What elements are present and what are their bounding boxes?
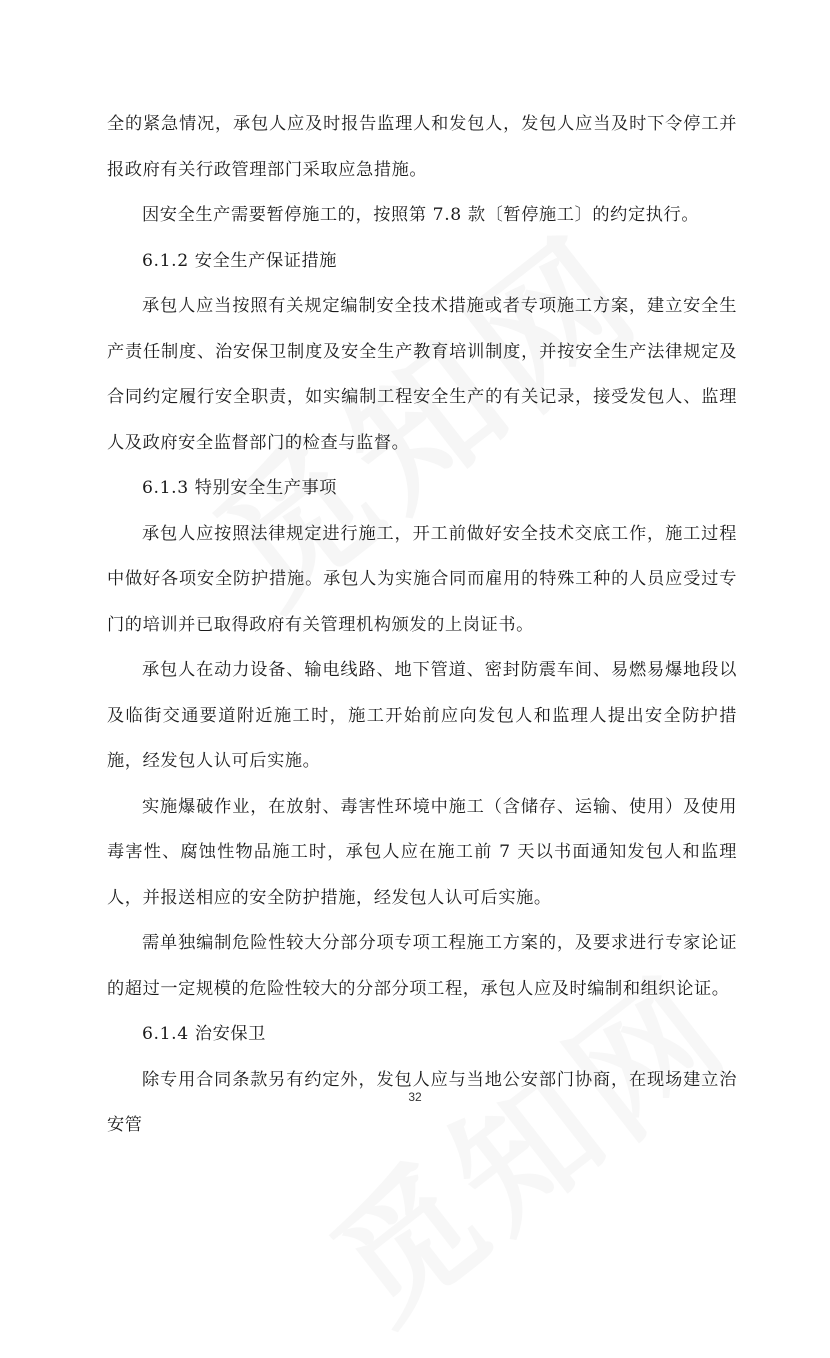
paragraph-blasting: 实施爆破作业，在放射、毒害性环境中施工（含储存、运输、使用）及使用毒害性、腐蚀性物品施工时，承包人应在施工前 7 天以书面通知发包人和监理人，并报送相应的安全防护措施，经发包人认可后实施。	[107, 796, 737, 908]
section-heading-6-1-2: 6.1.2 安全生产保证措施	[142, 250, 338, 271]
paragraph-public-security: 除专用合同条款另有约定外，发包人应与当地公安部门协商，在现场建立治安管	[107, 1069, 737, 1135]
paragraph-expert-review: 需单独编制危险性较大分部分项专项工程施工方案的，及要求进行专家论证的超过一定规模的危险性较大的分部分项工程，承包人应及时编制和组织论证。	[107, 933, 737, 999]
paragraph-legal-construction: 承包人应按照法律规定进行施工，开工前做好安全技术交底工作，施工过程中做好各项安全防护措施。承包人为实施合同而雇用的特殊工种的人员应受过专门的培训并已取得政府有关管理机构颁发的上岗证书。	[107, 523, 737, 635]
paragraph-safety-measures: 承包人应当按照有关规定编制安全技术措施或者专项施工方案，建立安全生产责任制度、治安保卫制度及安全生产教育培训制度，并按安全生产法律规定及合同约定履行安全职责，如实编制工程安全生产的有关记录，接受发包人、监理人及政府安全监督部门的检查与监督。	[107, 296, 737, 453]
paragraph-hazardous-areas: 承包人在动力设备、输电线路、地下管道、密封防震车间、易燃易爆地段以及临街交通要道附近施工时，施工开始前应向发包人和监理人提出安全防护措施，经发包人认可后实施。	[107, 660, 737, 771]
section-heading-6-1-3: 6.1.3 特别安全生产事项	[142, 478, 338, 498]
paragraph-continuation: 全的紧急情况，承包人应及时报告监理人和发包人，发包人应当及时下令停工并报政府有关行政管理部门采取应急措施。	[107, 114, 737, 180]
paragraph-suspension-reference: 因安全生产需要暂停施工的，按照第 7.8 款〔暂停施工〕的约定执行。	[142, 205, 700, 225]
page-number: 32	[408, 1090, 422, 1104]
section-heading-6-1-4: 6.1.4 治安保卫	[142, 1024, 266, 1044]
document-body	[107, 102, 737, 1149]
